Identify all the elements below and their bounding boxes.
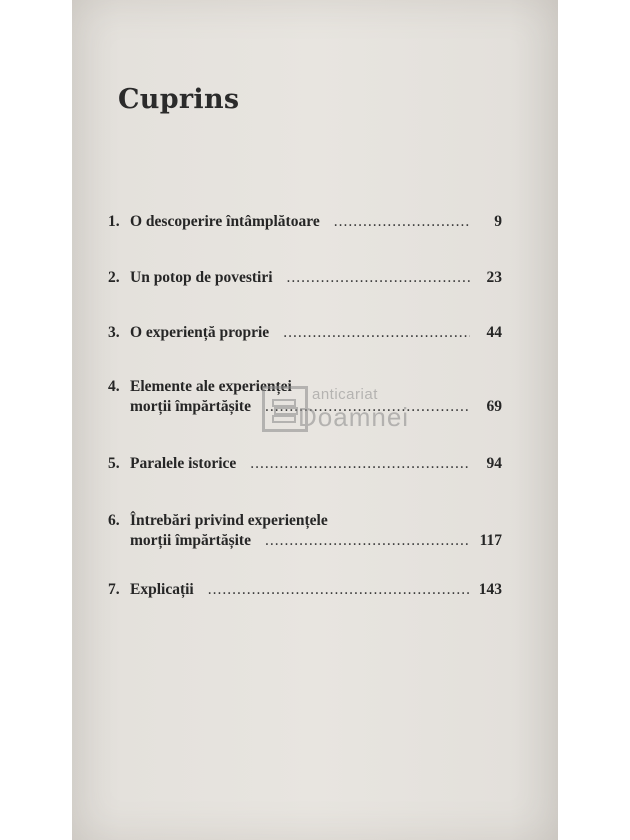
toc-entry-2 [108,268,502,288]
toc-entry-number: 2. [108,269,120,286]
toc-entry-number: 6. [108,512,120,529]
toc-entry-number: 3. [108,324,120,341]
toc-entry-title: Întrebări privind experiențele [130,512,328,529]
toc-entry-title: Elemente ale experienței [130,378,292,395]
toc-leader-dots [334,212,470,232]
toc-leader-dots [250,454,470,474]
watermark-top-text: anticariat [312,386,378,403]
toc-entry-number: 7. [108,581,120,598]
toc-page-number: 9 [494,213,502,230]
toc-entry-title: O descoperire întâmplătoare [130,213,320,230]
toc-entry-1 [108,212,502,232]
watermark-main-text: Doamnei [298,402,410,432]
books-icon [272,398,298,424]
toc-page-number: 143 [478,581,502,598]
toc-entry-title-continued: morții împărtășite [130,398,251,415]
toc-entry-3 [108,323,502,343]
toc-entry-number: 5. [108,455,120,472]
toc-entry-title: O experiență proprie [130,324,270,341]
toc-page-number: 69 [486,398,502,415]
toc-page-number: 94 [486,455,502,472]
toc-leader-dots [283,323,470,343]
toc-entry-title-continued: morții împărtășite [130,532,251,549]
toc-entry-6 [108,511,502,551]
toc-entry-title: Explicații [130,581,194,598]
toc-page-number: 117 [479,532,502,549]
toc-leader-dots [208,580,470,600]
toc-entry-number: 1. [108,213,120,230]
toc-entry-title: Paralele istorice [130,455,237,472]
toc-entry-number: 4. [108,378,120,395]
page-title: Cuprins [118,84,240,115]
toc-leader-dots [287,268,470,288]
toc-entry-7 [108,580,502,600]
toc-leader-dots [265,531,470,551]
toc-page-number: 23 [486,269,502,286]
toc-entry-5 [108,454,502,474]
watermark-logo [262,372,430,442]
toc-page-number: 44 [486,324,502,341]
toc-entry-title: Un potop de povestiri [130,269,273,286]
